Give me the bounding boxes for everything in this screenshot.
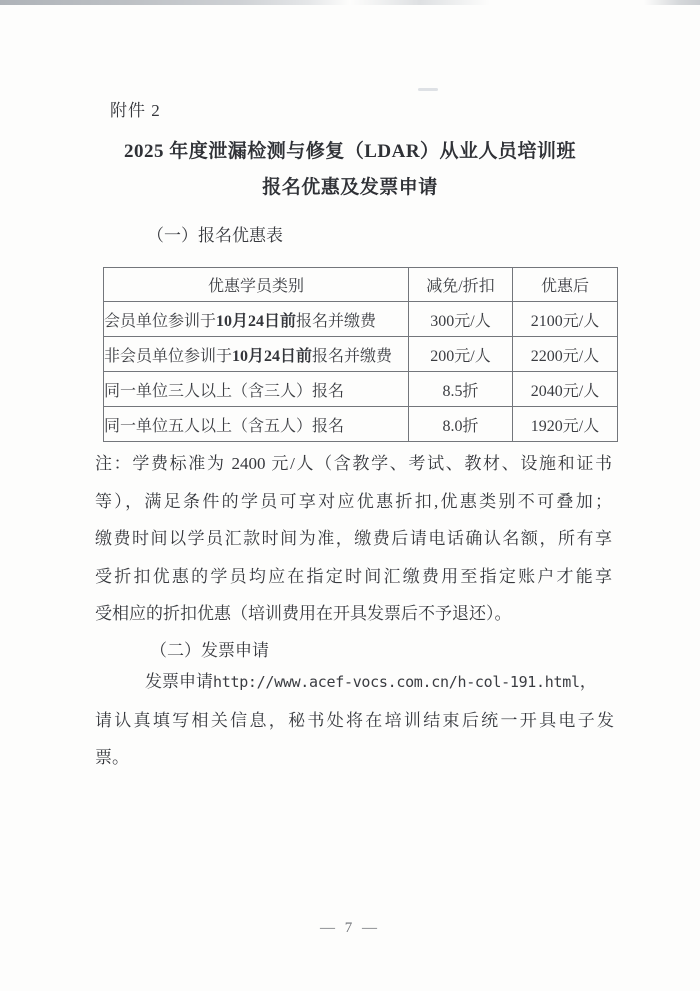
cell-category	[104, 407, 409, 442]
category-text: 同一单位三人以上（含三人）报名	[104, 382, 345, 400]
note-line: 受折扣优惠的学员均应在指定时间汇缴费用至指定账户才能享	[95, 566, 612, 586]
page-number: — 7 —	[320, 920, 380, 936]
cell-discount: 8.0折	[409, 407, 513, 442]
note-line: 等），满足条件的学员可享对应优惠折扣,优惠类别不可叠加；	[95, 491, 612, 511]
category-text: 同一单位五人以上（含五人）报名	[104, 417, 345, 435]
cell-category	[104, 302, 409, 337]
cell-after: 1920元/人	[513, 407, 618, 442]
note-line: 注：学费标准为 2400 元/人（含教学、考试、教材、设施和证书	[95, 454, 612, 473]
cell-discount: 8.5折	[409, 372, 513, 407]
document-title-line1: 2025 年度泄漏检测与修复（LDAR）从业人员培训班	[123, 141, 577, 162]
category-text: 会员单位参训于	[104, 312, 217, 330]
invoice-line: 请认真填写相关信息，秘书处将在培训结束后统一开具电子发	[95, 710, 614, 730]
scan-artifact-top-edge	[0, 0, 700, 5]
invoice-line	[95, 663, 614, 702]
note-line: 受相应的折扣优惠（培训费用在开具发票后不予退还）。	[95, 604, 512, 623]
header-category: 优惠学员类别	[104, 268, 409, 302]
invoice-line: 票。	[95, 748, 129, 767]
cell-after: 2040元/人	[513, 372, 618, 407]
table-header-row	[104, 268, 618, 302]
table-row	[104, 407, 618, 442]
cell-discount: 300元/人	[409, 302, 513, 337]
invoice-paragraph	[95, 663, 614, 777]
category-deadline: 10月24日前	[216, 312, 297, 330]
category-deadline: 10月24日前	[232, 347, 313, 365]
section-heading-registration-discount: （一）报名优惠表	[147, 226, 283, 245]
header-after-discount: 优惠后	[513, 268, 618, 302]
note-paragraph	[95, 445, 612, 633]
invoice-application-url: http://www.acef-vocs.com.cn/h-col-191.html	[213, 673, 580, 691]
cell-category	[104, 337, 409, 372]
header-discount: 减免/折扣	[409, 268, 513, 302]
invoice-line-prefix: 发票申请	[145, 672, 213, 691]
cell-after: 2200元/人	[513, 337, 618, 372]
section-heading-invoice-application: （二）发票申请	[150, 641, 269, 660]
table-row	[104, 337, 618, 372]
document-title-line2: 报名优惠及发票申请	[262, 177, 438, 198]
table-row	[104, 302, 618, 337]
cell-category	[104, 372, 409, 407]
category-text: 报名并缴费	[296, 312, 377, 330]
invoice-line-comma: ，	[579, 672, 597, 691]
cell-discount: 200元/人	[409, 337, 513, 372]
table-row	[104, 372, 618, 407]
note-line: 缴费时间以学员汇款时间为准，缴费后请电话确认名额，所有享	[95, 529, 612, 548]
attachment-label: 附件 2	[110, 101, 161, 120]
category-text: 非会员单位参训于	[104, 347, 233, 365]
category-text: 报名并缴费	[312, 347, 393, 365]
cell-after: 2100元/人	[513, 302, 618, 337]
discount-table	[103, 267, 618, 442]
scan-smudge	[418, 88, 438, 91]
